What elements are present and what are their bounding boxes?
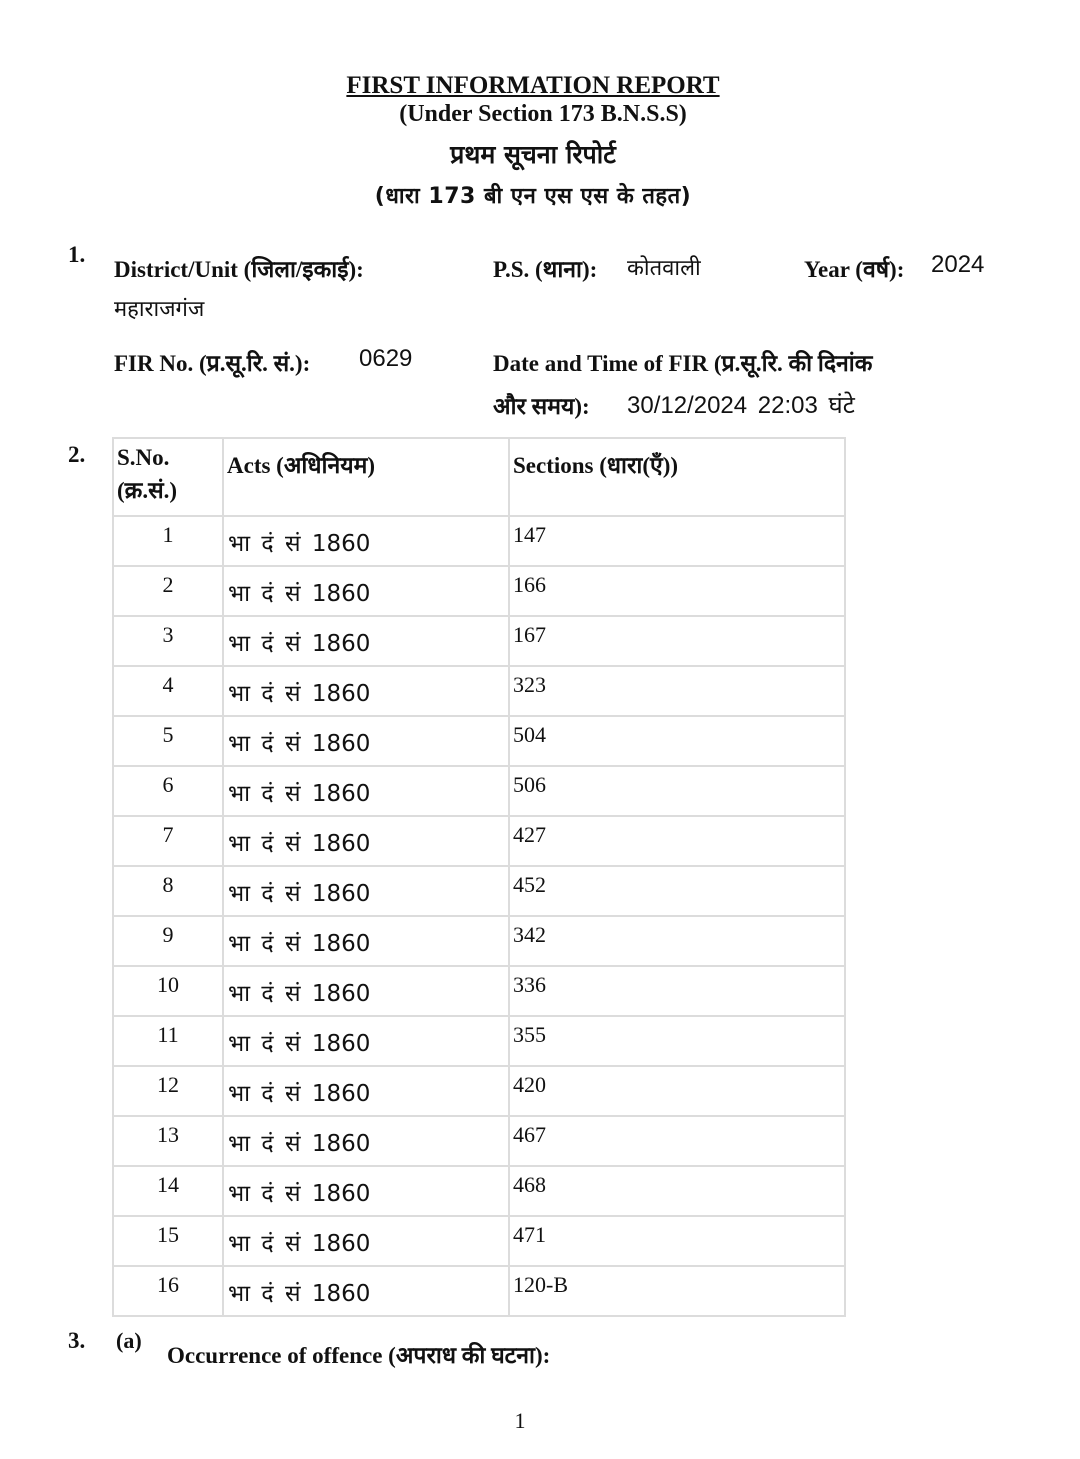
act-cell-text: भा दं सं 1860 [228,1131,371,1157]
page-number: 1 [514,1408,526,1433]
act-cell [223,1266,509,1316]
section-cell [509,566,845,616]
sno-cell [113,1166,223,1216]
table-row [113,716,845,766]
report-title: FIRST INFORMATION REPORT [346,72,720,99]
table-row [113,1016,845,1066]
table-row [113,566,845,616]
sno-cell [113,1266,223,1316]
section-cell [509,716,845,766]
section-cell-text: 342 [513,922,546,947]
table-row [113,766,845,816]
section-3a-marker: (a) [116,1328,142,1353]
act-cell-text: भा दं सं 1860 [228,781,371,807]
sno-cell [113,616,223,666]
act-cell [223,766,509,816]
table-row [113,916,845,966]
district-value: महाराजगंज [114,297,205,322]
sno-cell [113,916,223,966]
sno-cell-text: 1 [162,522,174,547]
sno-cell [113,516,223,566]
section-cell-text: 167 [513,622,546,647]
act-cell [223,516,509,566]
table-row [113,1166,845,1216]
section-cell-text: 120-B [513,1272,568,1297]
table-row [113,1116,845,1166]
section-cell-text: 471 [513,1222,546,1247]
table-row [113,1216,845,1266]
acts-header [223,438,509,516]
sno-cell [113,1216,223,1266]
sno-header-label: S.No. [117,445,170,470]
act-cell-text: भा दं सं 1860 [228,1181,371,1207]
sno-header-label-hindi: (क्र.सं.) [117,478,178,503]
act-cell [223,566,509,616]
sno-cell [113,1116,223,1166]
acts-header-label: Acts (अधिनियम) [227,453,375,478]
section-cell-text: 468 [513,1172,546,1197]
section-cell [509,1116,845,1166]
act-cell-text: भा दं सं 1860 [228,1031,371,1057]
sno-cell-text: 15 [157,1222,179,1247]
act-cell-text: भा दं सं 1860 [228,931,371,957]
section-cell-text: 166 [513,572,546,597]
sno-cell [113,1016,223,1066]
section-2-number: 2. [68,442,86,467]
report-subtitle: (Under Section 173 B.N.S.S) [399,101,687,127]
sno-cell-text: 16 [157,1272,179,1297]
sno-cell-text: 12 [157,1072,179,1097]
act-cell-text: भा दं सं 1860 [228,631,371,657]
act-cell-text: भा दं सं 1860 [228,531,371,557]
sno-cell-text: 9 [162,922,174,947]
section-cell-text: 355 [513,1022,546,1047]
act-cell-text: भा दं सं 1860 [228,681,371,707]
section-cell [509,666,845,716]
sno-cell [113,666,223,716]
report-title-hindi: प्रथम सूचना रिपोर्ट [450,140,616,169]
sno-cell [113,816,223,866]
section-cell [509,1066,845,1116]
sno-cell-text: 7 [162,822,174,847]
section-cell [509,516,845,566]
sno-cell [113,966,223,1016]
act-cell [223,966,509,1016]
section-cell-text: 427 [513,822,546,847]
act-cell-text: भा दं सं 1860 [228,831,371,857]
table-row [113,816,845,866]
section-1-number: 1. [68,242,86,267]
district-label: District/Unit (जिला/इकाई): [114,257,364,282]
section-cell [509,766,845,816]
sno-cell [113,766,223,816]
table-row [113,1066,845,1116]
acts-sections-table [112,437,846,1317]
sno-cell [113,566,223,616]
sno-cell-text: 2 [162,572,174,597]
section-cell [509,1266,845,1316]
sno-cell-text: 13 [157,1122,179,1147]
act-cell-text: भा दं सं 1860 [228,981,371,1007]
act-cell [223,1016,509,1066]
act-cell [223,916,509,966]
table-row [113,666,845,716]
sno-cell-text: 14 [157,1172,179,1197]
act-cell-text: भा दं सं 1860 [228,881,371,907]
sno-cell-text: 11 [157,1022,179,1047]
section-cell [509,966,845,1016]
act-cell [223,1116,509,1166]
sno-cell-text: 6 [162,772,174,797]
year-value: 2024 [931,251,985,278]
section-cell [509,616,845,666]
sections-header [509,438,845,516]
section-cell-text: 467 [513,1122,546,1147]
sno-cell [113,716,223,766]
sections-header-label: Sections (धारा(एँ)) [513,453,679,478]
section-cell [509,1016,845,1066]
act-cell [223,1216,509,1266]
section-3-number: 3. [68,1328,86,1353]
table-row [113,966,845,1016]
act-cell-text: भा दं सं 1860 [228,1281,371,1307]
section-cell-text: 147 [513,522,546,547]
act-cell [223,666,509,716]
table-header-row [113,438,845,516]
fir-datetime-label-cont: और समय): [493,394,590,419]
act-cell [223,816,509,866]
table-row [113,516,845,566]
act-cell [223,716,509,766]
fir-datetime-value: 30/12/2024 22:03 घंटे [627,392,855,419]
act-cell [223,1066,509,1116]
section-cell [509,1216,845,1266]
sno-cell-text: 10 [157,972,179,997]
sno-cell-text: 4 [162,672,174,697]
act-cell [223,866,509,916]
sno-header [113,438,223,516]
act-cell [223,1166,509,1216]
report-subtitle-hindi: (धारा 173 बी एन एस एस के तहत) [374,184,692,209]
act-cell-text: भा दं सं 1860 [228,731,371,757]
act-cell [223,616,509,666]
fir-number-label: FIR No. (प्र.सू.रि. सं.): [114,351,311,376]
section-cell [509,1166,845,1216]
police-station-label: P.S. (थाना): [493,257,598,282]
section-cell-text: 420 [513,1072,546,1097]
section-cell [509,816,845,866]
section-cell-text: 336 [513,972,546,997]
fir-datetime-label: Date and Time of FIR (प्र.सू.रि. की दिनांक [493,351,873,376]
section-cell-text: 323 [513,672,546,697]
act-cell-text: भा दं सं 1860 [228,1081,371,1107]
table-row [113,866,845,916]
table-row [113,1266,845,1316]
sno-cell [113,866,223,916]
sno-cell-text: 8 [162,872,174,897]
section-cell [509,916,845,966]
sno-cell [113,1066,223,1116]
section-cell-text: 504 [513,722,546,747]
act-cell-text: भा दं सं 1860 [228,581,371,607]
section-cell-text: 506 [513,772,546,797]
table-row [113,616,845,666]
year-label: Year (वर्ष): [804,257,905,282]
fir-number-value: 0629 [359,345,413,372]
section-cell [509,866,845,916]
sno-cell-text: 3 [162,622,174,647]
sno-cell-text: 5 [162,722,174,747]
act-cell-text: भा दं सं 1860 [228,1231,371,1257]
occurrence-of-offence-label: Occurrence of offence (अपराध की घटना): [167,1343,551,1368]
section-cell-text: 452 [513,872,546,897]
police-station-value: कोतवाली [627,256,701,281]
